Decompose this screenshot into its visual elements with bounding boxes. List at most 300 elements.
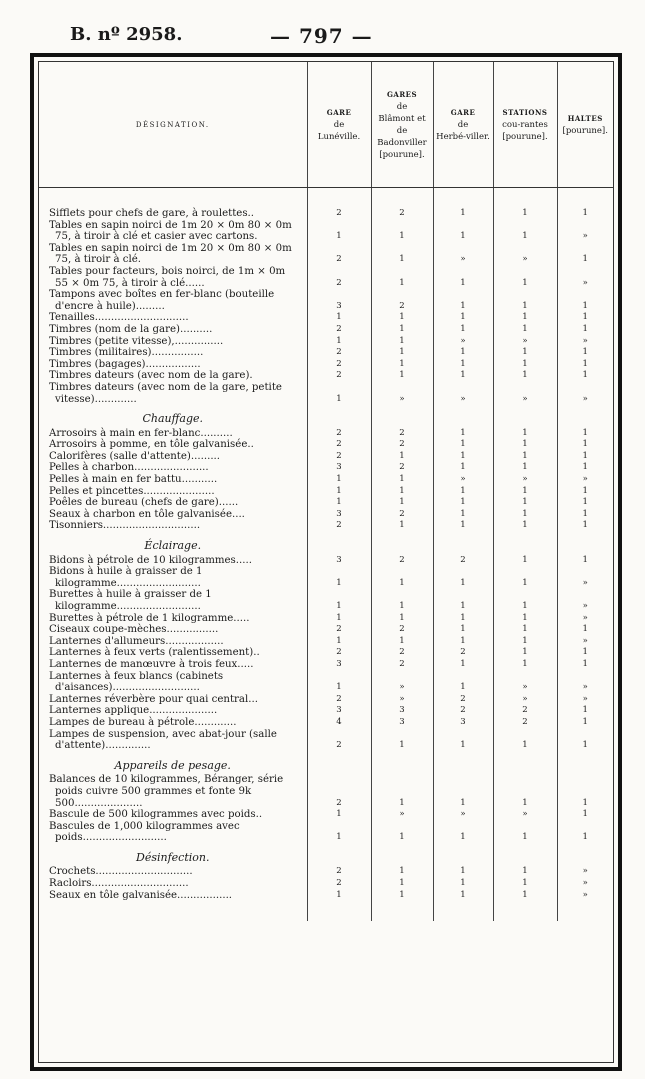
quantity-cell: 1 — [493, 866, 557, 878]
quantity-cell: 2 — [493, 705, 557, 717]
item-designation: Balances de 10 kilogrammes, Béranger, série poids cuivre 500 grammes et fonte 9k 500..................... — [49, 774, 284, 809]
quantity-cell: 1 — [493, 729, 557, 752]
quantity-cell: 1 — [493, 428, 557, 440]
item-designation: Lanternes applique..................... — [49, 705, 218, 717]
quantity-cell: 1 — [493, 324, 557, 336]
quantity-cell: 1 — [493, 509, 557, 521]
quantity-cell: 1 — [433, 659, 493, 671]
quantity-cell: 1 — [433, 359, 493, 371]
table-row — [39, 220, 613, 243]
section-heading: Appareils de pesage. — [114, 758, 231, 772]
quantity-cell: » — [433, 809, 493, 821]
quantity-cell: 3 — [307, 659, 371, 671]
quantity-cell: 1 — [557, 520, 613, 532]
item-designation: Tables en sapin noirci de 1m 20 × 0m 80 × 0m 75, à tiroir à clé. — [49, 242, 292, 266]
header-luneville: GARE de Lunéville. — [307, 62, 371, 188]
quantity-cell: » — [493, 336, 557, 348]
quantity-cell: 1 — [493, 890, 557, 902]
quantity-cell: 1 — [557, 462, 613, 474]
table-row — [39, 671, 613, 694]
quantity-cell: 1 — [493, 624, 557, 636]
table-row — [39, 624, 613, 636]
quantity-cell: 1 — [371, 890, 433, 902]
quantity-cell: 1 — [433, 878, 493, 890]
page-header — [0, 0, 645, 50]
quantity-cell: 1 — [433, 347, 493, 359]
table-row — [39, 497, 613, 509]
quantity-cell: 2 — [307, 243, 371, 266]
quantity-cell: 1 — [493, 647, 557, 659]
quantity-cell: 1 — [433, 636, 493, 648]
table-row — [39, 555, 613, 567]
item-designation: Seaux en tôle galvanisée................. — [49, 889, 233, 901]
quantity-cell: 1 — [557, 717, 613, 729]
quantity-cell: 1 — [307, 613, 371, 625]
spacer-row — [39, 901, 613, 921]
quantity-cell: 1 — [307, 589, 371, 612]
quantity-cell: 3 — [307, 289, 371, 312]
quantity-cell: 1 — [557, 370, 613, 382]
quantity-cell: 2 — [433, 555, 493, 567]
table-row — [39, 451, 613, 463]
quantity-cell: 1 — [371, 474, 433, 486]
table-row — [39, 717, 613, 729]
quantity-cell: 2 — [307, 266, 371, 289]
quantity-cell: 1 — [493, 462, 557, 474]
section-heading: Désinfection. — [136, 850, 210, 864]
quantity-cell: 1 — [307, 636, 371, 648]
quantity-cell: 1 — [433, 289, 493, 312]
quantity-cell: » — [557, 589, 613, 612]
quantity-cell: 2 — [307, 428, 371, 440]
quantity-cell: 1 — [433, 613, 493, 625]
table-row — [39, 729, 613, 752]
inventory-table — [39, 62, 613, 921]
table-row — [39, 474, 613, 486]
table-row — [39, 266, 613, 289]
item-designation: Arrosoirs à main en fer-blanc.......... — [49, 427, 233, 439]
quantity-cell: 1 — [433, 520, 493, 532]
item-designation: Lanternes de manœuvre à trois feux..... — [49, 658, 254, 670]
quantity-cell: 2 — [307, 324, 371, 336]
table-row — [39, 370, 613, 382]
quantity-cell: 1 — [371, 312, 433, 324]
quantity-cell: 1 — [557, 774, 613, 809]
quantity-cell: 2 — [493, 717, 557, 729]
table-row — [39, 336, 613, 348]
quantity-cell: » — [557, 613, 613, 625]
item-designation: Calorifères (salle d'attente)......... — [49, 450, 221, 462]
quantity-cell: 1 — [371, 266, 433, 289]
quantity-cell: 1 — [433, 671, 493, 694]
table-row — [39, 694, 613, 706]
quantity-cell: 1 — [557, 497, 613, 509]
quantity-cell: 3 — [433, 717, 493, 729]
quantity-cell: 1 — [493, 555, 557, 567]
item-designation: Bidons à huile à graisser de 1 kilogramme.......................... — [49, 566, 203, 589]
quantity-cell: 2 — [307, 208, 371, 220]
item-designation: Bascules de 1,000 kilogrammes avec poids.......................... — [49, 820, 240, 844]
quantity-cell: » — [493, 382, 557, 405]
item-designation: Crochets.............................. — [49, 866, 193, 878]
header-designation: DÉSIGNATION. — [39, 62, 307, 188]
quantity-cell: 2 — [307, 439, 371, 451]
quantity-cell: 3 — [371, 705, 433, 717]
section-heading-row — [39, 405, 613, 428]
item-designation: Pelles à main en fer battu........... — [49, 474, 218, 486]
quantity-cell: 2 — [307, 520, 371, 532]
quantity-cell: 1 — [557, 486, 613, 498]
quantity-cell: 1 — [493, 636, 557, 648]
quantity-cell: 1 — [371, 497, 433, 509]
quantity-cell: » — [371, 671, 433, 694]
quantity-cell: 2 — [307, 624, 371, 636]
table-row — [39, 809, 613, 821]
quantity-cell: 1 — [371, 220, 433, 243]
quantity-cell: 2 — [433, 705, 493, 717]
quantity-cell: 1 — [371, 347, 433, 359]
quantity-cell: 1 — [307, 821, 371, 844]
quantity-cell: » — [493, 809, 557, 821]
quantity-cell: 2 — [433, 647, 493, 659]
quantity-cell: 1 — [493, 566, 557, 589]
table-row — [39, 647, 613, 659]
quantity-cell: » — [557, 671, 613, 694]
table-row — [39, 636, 613, 648]
quantity-cell: » — [557, 866, 613, 878]
inventory-table-frame — [30, 53, 622, 1071]
quantity-cell: 2 — [307, 359, 371, 371]
table-row — [39, 359, 613, 371]
item-designation: Burettes à pétrole de 1 kilogramme..... — [49, 612, 250, 624]
quantity-cell: 1 — [493, 774, 557, 809]
quantity-cell: 1 — [557, 289, 613, 312]
quantity-cell: 1 — [433, 312, 493, 324]
quantity-cell: 1 — [307, 312, 371, 324]
page-number: — 797 — — [270, 24, 373, 48]
item-designation: Lanternes à feux verts (ralentissement).. — [49, 647, 260, 659]
quantity-cell: 2 — [371, 208, 433, 220]
table-row — [39, 312, 613, 324]
table-row — [39, 613, 613, 625]
quantity-cell: 1 — [371, 566, 433, 589]
quantity-cell: 1 — [307, 486, 371, 498]
quantity-cell: 1 — [493, 370, 557, 382]
quantity-cell: 1 — [557, 647, 613, 659]
quantity-cell: 1 — [371, 336, 433, 348]
table-row — [39, 462, 613, 474]
quantity-cell: 1 — [433, 566, 493, 589]
quantity-cell: 1 — [557, 555, 613, 567]
table-row — [39, 821, 613, 844]
quantity-cell: 1 — [557, 821, 613, 844]
quantity-cell: 1 — [433, 624, 493, 636]
item-designation: Ciseaux coupe-mèches................ — [49, 624, 219, 636]
quantity-cell: 1 — [557, 624, 613, 636]
item-designation: Tables en sapin noirci de 1m 20 × 0m 80 × 0m 75, à tiroir à clé et casier avec cartons. — [49, 219, 292, 243]
quantity-cell: 1 — [493, 347, 557, 359]
quantity-cell: 1 — [433, 866, 493, 878]
quantity-cell: 1 — [371, 520, 433, 532]
quantity-cell: 1 — [557, 347, 613, 359]
quantity-cell: » — [433, 474, 493, 486]
quantity-cell: 2 — [371, 439, 433, 451]
item-designation: Timbres (bagages)................. — [49, 358, 201, 370]
quantity-cell: 1 — [371, 821, 433, 844]
quantity-cell: 1 — [433, 462, 493, 474]
quantity-cell: 1 — [493, 878, 557, 890]
quantity-cell: 1 — [433, 208, 493, 220]
quantity-cell: 1 — [493, 208, 557, 220]
quantity-cell: 2 — [307, 647, 371, 659]
quantity-cell: 1 — [557, 451, 613, 463]
quantity-cell: 1 — [493, 659, 557, 671]
quantity-cell: 1 — [557, 312, 613, 324]
table-row — [39, 486, 613, 498]
table-row — [39, 705, 613, 717]
item-designation: Bidons à pétrole de 10 kilogrammes..... — [49, 554, 252, 566]
quantity-cell: 1 — [433, 266, 493, 289]
quantity-cell: 1 — [493, 220, 557, 243]
table-row — [39, 347, 613, 359]
quantity-cell: 1 — [557, 243, 613, 266]
table-row — [39, 509, 613, 521]
quantity-cell: 3 — [371, 717, 433, 729]
item-designation: Poêles de bureau (chefs de gare)...... — [49, 497, 239, 509]
item-designation: Timbres (militaires)................ — [49, 347, 204, 359]
table-row — [39, 324, 613, 336]
quantity-cell: » — [493, 474, 557, 486]
quantity-cell: 1 — [307, 220, 371, 243]
quantity-cell: 1 — [307, 382, 371, 405]
item-designation: Lampes de suspension, avec abat-jour (salle d'attente).............. — [49, 728, 277, 752]
quantity-cell: 1 — [371, 878, 433, 890]
quantity-cell: 1 — [371, 486, 433, 498]
quantity-cell: 1 — [433, 370, 493, 382]
quantity-cell: 1 — [433, 821, 493, 844]
quantity-cell: 1 — [371, 324, 433, 336]
item-designation: Seaux à charbon en tôle galvanisée.... — [49, 508, 245, 520]
quantity-cell: 2 — [307, 370, 371, 382]
quantity-cell: » — [557, 474, 613, 486]
bulletin-reference: B. nº 2958. — [70, 24, 183, 45]
quantity-cell: 1 — [371, 451, 433, 463]
quantity-cell: 1 — [307, 497, 371, 509]
quantity-cell: 1 — [371, 589, 433, 612]
table-row — [39, 866, 613, 878]
item-designation: Bascule de 500 kilogrammes avec poids.. — [49, 809, 263, 821]
quantity-cell: 1 — [493, 312, 557, 324]
quantity-cell: 1 — [557, 439, 613, 451]
quantity-cell: » — [557, 890, 613, 902]
quantity-cell: » — [557, 694, 613, 706]
table-body — [39, 188, 613, 922]
section-heading-row — [39, 844, 613, 867]
quantity-cell: 1 — [493, 821, 557, 844]
table-row — [39, 774, 613, 809]
quantity-cell: 1 — [371, 359, 433, 371]
quantity-cell: » — [371, 809, 433, 821]
table-row — [39, 566, 613, 589]
quantity-cell: » — [557, 636, 613, 648]
quantity-cell: 1 — [371, 243, 433, 266]
quantity-cell: » — [371, 382, 433, 405]
quantity-cell: » — [557, 878, 613, 890]
quantity-cell: 1 — [307, 566, 371, 589]
item-designation: Lanternes à feux blancs (cabinets d'aisances)........................... — [49, 670, 224, 694]
table-row — [39, 890, 613, 902]
quantity-cell: » — [557, 266, 613, 289]
table-row — [39, 589, 613, 612]
quantity-cell: 1 — [493, 439, 557, 451]
quantity-cell: 2 — [371, 624, 433, 636]
quantity-cell: 2 — [307, 694, 371, 706]
item-designation: Lanternes d'allumeurs.................. — [49, 635, 224, 647]
quantity-cell: » — [493, 243, 557, 266]
table-row — [39, 439, 613, 451]
quantity-cell: 1 — [557, 324, 613, 336]
quantity-cell: 3 — [307, 555, 371, 567]
quantity-cell: 1 — [307, 890, 371, 902]
quantity-cell: 1 — [493, 289, 557, 312]
quantity-cell: 1 — [433, 428, 493, 440]
quantity-cell: 1 — [557, 809, 613, 821]
quantity-cell: 1 — [557, 659, 613, 671]
header-blamont-badonviller: GARES de Blâmont et de Badonviller [pourune]. — [371, 62, 433, 188]
quantity-cell: » — [371, 694, 433, 706]
quantity-cell: 1 — [433, 589, 493, 612]
quantity-cell: 1 — [433, 729, 493, 752]
quantity-cell: » — [557, 336, 613, 348]
item-designation: Tables pour facteurs, bois noirci, de 1m × 0m 55 × 0m 75, à tiroir à clé...... — [49, 265, 286, 289]
item-designation: Pelles et pincettes...................... — [49, 485, 215, 497]
quantity-cell: 1 — [557, 509, 613, 521]
table-row — [39, 659, 613, 671]
quantity-cell: 1 — [371, 636, 433, 648]
quantity-cell: 1 — [493, 589, 557, 612]
quantity-cell: 1 — [557, 729, 613, 752]
table-row — [39, 382, 613, 405]
quantity-cell: 3 — [307, 462, 371, 474]
quantity-cell: 1 — [307, 671, 371, 694]
section-heading: Chauffage. — [142, 412, 204, 426]
quantity-cell: 2 — [433, 694, 493, 706]
quantity-cell: 1 — [433, 486, 493, 498]
quantity-cell: 1 — [493, 266, 557, 289]
item-designation: Racloirs.............................. — [49, 878, 189, 890]
item-designation: Arrosoirs à pomme, en tôle galvanisée.. — [49, 439, 254, 451]
quantity-cell: » — [493, 694, 557, 706]
item-designation: Tenailles............................. — [49, 312, 189, 324]
quantity-cell: 1 — [433, 439, 493, 451]
quantity-cell: 1 — [371, 370, 433, 382]
quantity-cell: 2 — [371, 462, 433, 474]
quantity-cell: 1 — [557, 359, 613, 371]
quantity-cell: 1 — [371, 866, 433, 878]
quantity-cell: 1 — [371, 729, 433, 752]
quantity-cell: 2 — [307, 729, 371, 752]
quantity-cell: 1 — [493, 451, 557, 463]
quantity-cell: » — [433, 336, 493, 348]
quantity-cell: » — [493, 671, 557, 694]
quantity-cell: 1 — [433, 324, 493, 336]
quantity-cell: 1 — [307, 809, 371, 821]
quantity-cell: 2 — [371, 659, 433, 671]
item-designation: Tampons avec boîtes en fer-blanc (bouteille d'encre à huile)......... — [49, 289, 275, 312]
quantity-cell: 2 — [307, 866, 371, 878]
quantity-cell: 1 — [557, 705, 613, 717]
header-haltes: HALTES [pourune]. — [557, 62, 613, 188]
item-designation: Lanternes réverbère pour quai central... — [49, 693, 258, 705]
header-stations-courantes: STATIONS cou-rantes [pourune]. — [493, 62, 557, 188]
quantity-cell: 1 — [433, 509, 493, 521]
section-heading-row — [39, 752, 613, 775]
table-row — [39, 878, 613, 890]
table-row — [39, 243, 613, 266]
item-designation: Timbres dateurs (avec nom de la gare, petite vitesse)............. — [49, 381, 282, 405]
table-row — [39, 208, 613, 220]
quantity-cell: 1 — [307, 336, 371, 348]
quantity-cell: » — [557, 566, 613, 589]
item-designation: Pelles à charbon....................... — [49, 462, 209, 474]
quantity-cell: 1 — [493, 497, 557, 509]
section-heading-row — [39, 532, 613, 555]
header-herbeviller: GARE de Herbé-viller. — [433, 62, 493, 188]
quantity-cell: 1 — [433, 451, 493, 463]
quantity-cell: 1 — [371, 613, 433, 625]
quantity-cell: » — [433, 382, 493, 405]
spacer-row — [39, 188, 613, 209]
quantity-cell: 2 — [371, 555, 433, 567]
quantity-cell: 1 — [557, 208, 613, 220]
item-designation: Lampes de bureau à pétrole............. — [49, 716, 237, 728]
quantity-cell: 1 — [493, 486, 557, 498]
item-designation: Timbres dateurs (avec nom de la gare). — [49, 370, 253, 382]
quantity-cell: 2 — [307, 347, 371, 359]
quantity-cell: 1 — [433, 220, 493, 243]
item-designation: Tisonniers.............................. — [49, 520, 201, 532]
quantity-cell: 1 — [493, 613, 557, 625]
quantity-cell: 2 — [307, 878, 371, 890]
quantity-cell: 3 — [307, 509, 371, 521]
quantity-cell: 2 — [307, 774, 371, 809]
item-designation: Timbres (petite vitesse),............... — [49, 335, 224, 347]
quantity-cell: 2 — [371, 509, 433, 521]
table-row — [39, 520, 613, 532]
item-designation: Burettes à huile à graisser de 1 kilogramme.......................... — [49, 589, 212, 612]
quantity-cell: 4 — [307, 717, 371, 729]
quantity-cell: 1 — [493, 359, 557, 371]
quantity-cell: 1 — [557, 428, 613, 440]
quantity-cell: » — [433, 243, 493, 266]
quantity-cell: 1 — [433, 497, 493, 509]
quantity-cell: 2 — [371, 428, 433, 440]
quantity-cell: 2 — [307, 451, 371, 463]
quantity-cell: » — [557, 220, 613, 243]
quantity-cell: 1 — [307, 474, 371, 486]
quantity-cell: 2 — [371, 289, 433, 312]
table-header-row — [39, 62, 613, 188]
quantity-cell: 1 — [433, 890, 493, 902]
item-designation: Timbres (nom de la gare).......... — [49, 323, 213, 335]
quantity-cell: 1 — [371, 774, 433, 809]
section-heading: Éclairage. — [144, 539, 202, 553]
table-row — [39, 428, 613, 440]
quantity-cell: 2 — [371, 647, 433, 659]
quantity-cell: 3 — [307, 705, 371, 717]
quantity-cell: 1 — [493, 520, 557, 532]
item-designation: Sifflets pour chefs de gare, à roulettes.. — [49, 208, 255, 219]
